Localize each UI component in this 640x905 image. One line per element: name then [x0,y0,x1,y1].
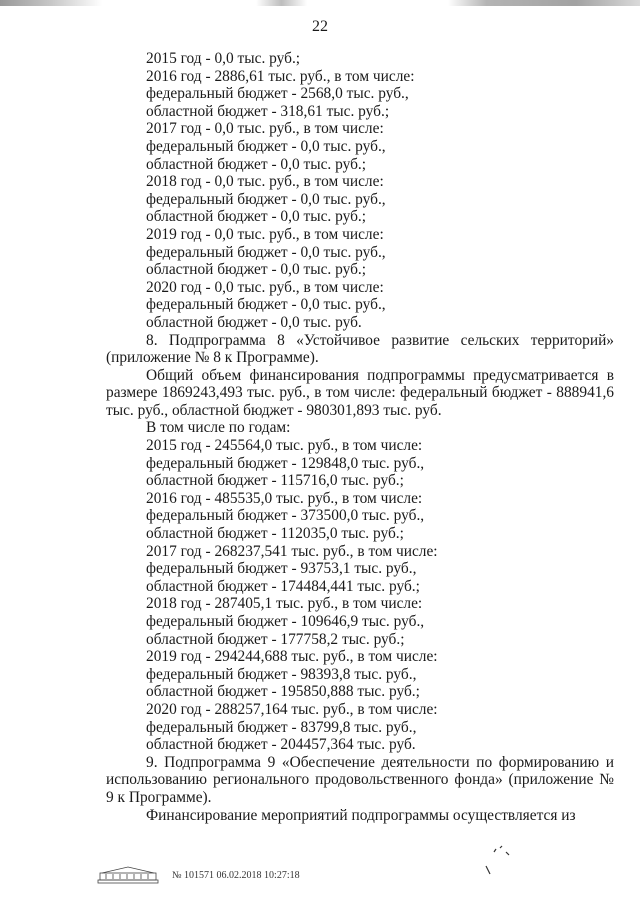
text-line: федеральный бюджет - 83799,8 тыс. руб., [146,718,417,736]
text-line: федеральный бюджет - 0,0 тыс. руб., [146,296,386,314]
text-line: В том числе по годам: [146,419,291,437]
text-line: 2018 год - 0,0 тыс. руб., в том числе: [146,173,384,191]
handwritten-mark [478,844,518,878]
subprogram-8-funding: Общий объем финансирования подпрограммы предусматривается в размере 1869243,493 тыс. руб., в том числе: федеральный бюджет - 888941,6 тыс. руб., областной бюджет - 980301,893 тыс. руб. [106,366,614,419]
text-line: областной бюджет - 112035,0 тыс. руб.; [146,525,404,543]
text-line: областной бюджет - 115716,0 тыс. руб.; [146,472,404,490]
government-building-logo [96,866,160,884]
text-line: федеральный бюджет - 129848,0 тыс. руб., [146,454,425,472]
document-body [106,50,614,824]
footer [96,866,300,884]
text-line: 2019 год - 294244,688 тыс. руб., в том числе: [146,648,438,666]
text-line: федеральный бюджет - 98393,8 тыс. руб., [146,665,417,683]
text-line: областной бюджет - 177758,2 тыс. руб.; [146,630,405,648]
subprogram-8-heading: 8. Подпрограмма 8 «Устойчивое развитие сельских территорий» (приложение № 8 к Программе). [106,331,614,367]
text-line: 2020 год - 288257,164 тыс. руб., в том числе: [146,700,438,718]
document-registration [172,870,300,881]
text-line: федеральный бюджет - 109646,9 тыс. руб., [146,613,425,630]
text-line: областной бюджет - 318,61 тыс. руб.; [146,102,390,120]
text-line: областной бюджет - 0,0 тыс. руб.; [146,155,367,173]
text-line: федеральный бюджет - 2568,0 тыс. руб., [146,85,409,103]
subprogram-9-funding: Финансирование мероприятий подпрограммы осуществляется из [146,806,576,824]
subprogram-9-heading: 9. Подпрограмма 9 «Обеспечение деятельности по формированию и использованию регионального продовольственного фонда» (приложение № 9 к Программе). [106,753,614,806]
text-line: областной бюджет - 0,0 тыс. руб. [146,313,362,331]
text-line: 2015 год - 245564,0 тыс. руб., в том числе: [146,437,423,455]
text-line: 2015 год - 0,0 тыс. руб.; [146,50,301,67]
text-line: федеральный бюджет - 0,0 тыс. руб., [146,190,386,208]
document-number: № 101571 [172,869,215,881]
text-line: 2017 год - 268237,541 тыс. руб., в том числе: [146,542,438,560]
text-line: федеральный бюджет - 93753,1 тыс. руб., [146,560,417,578]
text-line: областной бюджет - 174484,441 тыс. руб.; [146,577,420,595]
text-line: областной бюджет - 0,0 тыс. руб.; [146,261,367,279]
text-line: 2020 год - 0,0 тыс. руб., в том числе: [146,278,384,296]
text-line: 2018 год - 287405,1 тыс. руб., в том числе: [146,595,423,613]
text-line: 2017 год - 0,0 тыс. руб., в том числе: [146,120,384,138]
document-datetime: 06.02.2018 10:27:18 [216,869,300,881]
text-line: 2016 год - 485535,0 тыс. руб., в том числе: [146,489,423,507]
text-line: 2016 год - 2886,61 тыс. руб., в том числе: [146,67,415,85]
text-line: 2019 год - 0,0 тыс. руб., в том числе: [146,225,384,243]
text-line: федеральный бюджет - 0,0 тыс. руб., [146,243,386,261]
scan-edge [0,0,640,6]
text-line: областной бюджет - 195850,888 тыс. руб.; [146,683,420,701]
text-line: областной бюджет - 204457,364 тыс. руб. [146,736,416,754]
text-line: федеральный бюджет - 0,0 тыс. руб., [146,137,386,155]
text-line: федеральный бюджет - 373500,0 тыс. руб., [146,507,425,525]
page-number: 22 [312,18,328,35]
text-line: областной бюджет - 0,0 тыс. руб.; [146,208,367,226]
